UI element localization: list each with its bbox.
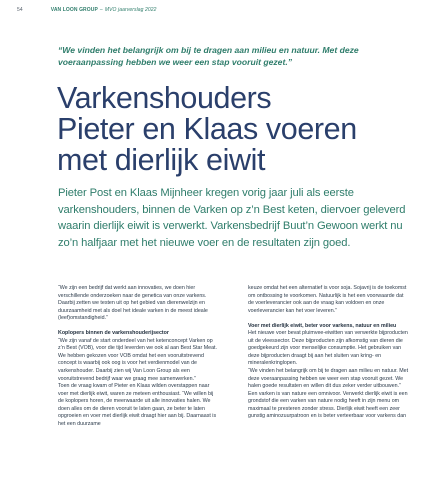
left-subheading: Koplopers binnen de varkenshouderijsector (58, 330, 169, 337)
right-paragraph-2: Het nieuwe voer bevat pluimvee-eiwitten van verwerkte bijproducten uit de vleessector. Deze bijproducten zijn afkomstig van dieren die goedgekeurd zijn voor menselijke consumptie. Het gebruiken van deze bijproducten draagt bij aan het sluiten van kring- en mineralenkringlopen. (248, 330, 408, 367)
title-line-3: met dierlijk eiwit (57, 143, 266, 177)
right-column (248, 285, 410, 428)
left-paragraph-2: “We zijn vanaf de start onderdeel van het ketenconcept Varken op z’n Best (VOB), voor die tijd leverden we ook al aan Best Star Meat. We hebben gekozen voor VOB omdat het een vooruitstrevend concept is waarbij ook oog is voor het verdienmodel van de varkenshouder. Daarbij zien wij Van Loon Group als een vooruitstrevend bedrijf waar we graag mee samenwerken.” (58, 337, 217, 382)
title-line-2: Pieter en Klaas voeren (57, 112, 357, 146)
right-subheading: Voer met dierlijk eiwit, beter voor varkens, natuur en milieu (248, 322, 397, 329)
body-columns (58, 285, 410, 428)
article-title (57, 83, 417, 176)
page-number: 54 (17, 7, 23, 13)
title-line-1: Varkenshouders (57, 81, 272, 115)
left-paragraph-1: “We zijn een bedrijf dat werkt aan innovaties, we doen hier verschillende onderzoeken naar de genetica van onze varkens. Daarbij zetten we testen uit op het gebied van dierenwelzijn en duurzaamheid met als doel het ideale varken in de meest ideale (leef)omstandigheid.” (58, 285, 208, 322)
page-header (17, 7, 157, 13)
left-column (58, 285, 220, 428)
publication-name: VAN LOON GROUP (50, 7, 98, 13)
publication-separator: – (99, 7, 103, 13)
left-paragraph-3: Toen de vraag kwam of Pieter en Klaas wilden overstappen naar voer met dierlijk eiwit, waren ze meteen enthousiast. “We willen bij de koplopers horen, de meerwaarde uit alle innovaties halen. We doen alles om de dieren vooruit te laten gaan, ze beter te laten opgroeien en voer met dierlijk eiwit draagt hier aan bij. Daarnaast is het een duurzame (58, 383, 217, 427)
right-paragraph-1: keuze omdat het een alternatief is voor soja. Sojavrij is de toekomst om ontbossing te voorkomen. Natuurlijk is het een voorwaarde dat de voerleverancier ook aan de vraag kan voldoen en onze voerleverancier kan het voer leveren.” (248, 285, 407, 314)
right-paragraph-3: “We vinden het belangrijk om bij te dragen aan milieu en natuur. Met deze voeraanpassing hebben we weer een stap vooruit gezet. We halen goede resultaten en willen dit dus zeker verder uitbouwen.” Een varken is van nature een omnivoor. Verwerkt dierlijk eiwit is een grondstof die een varken van nature nodig heeft in zijn menu om maximaal te presteren zonder stress. Dierlijk eiwit heeft een zeer gunstig aminozuurpatroon en is beter verteerbaar voor varkens dan (248, 367, 409, 420)
publication-subtitle: MVO jaarverslag 2022 (104, 7, 157, 13)
article-intro: Pieter Post en Klaas Mijnheer kregen vorig jaar juli als eerste varkenshouders, binnen de Varken op z’n Best keten, diervoer geleverd waarin dierlijk eiwit is verwerkt. Varkensbedrijf Buut’n Gewoon werkt nu zo’n halfjaar met het nieuwe voer en de resultaten zijn goed. (58, 187, 406, 249)
pull-quote: “We vinden het belangrijk om bij te dragen aan milieu en natuur. Met deze voeraanpassing hebben we weer een stap vooruit gezet.” (58, 45, 359, 67)
